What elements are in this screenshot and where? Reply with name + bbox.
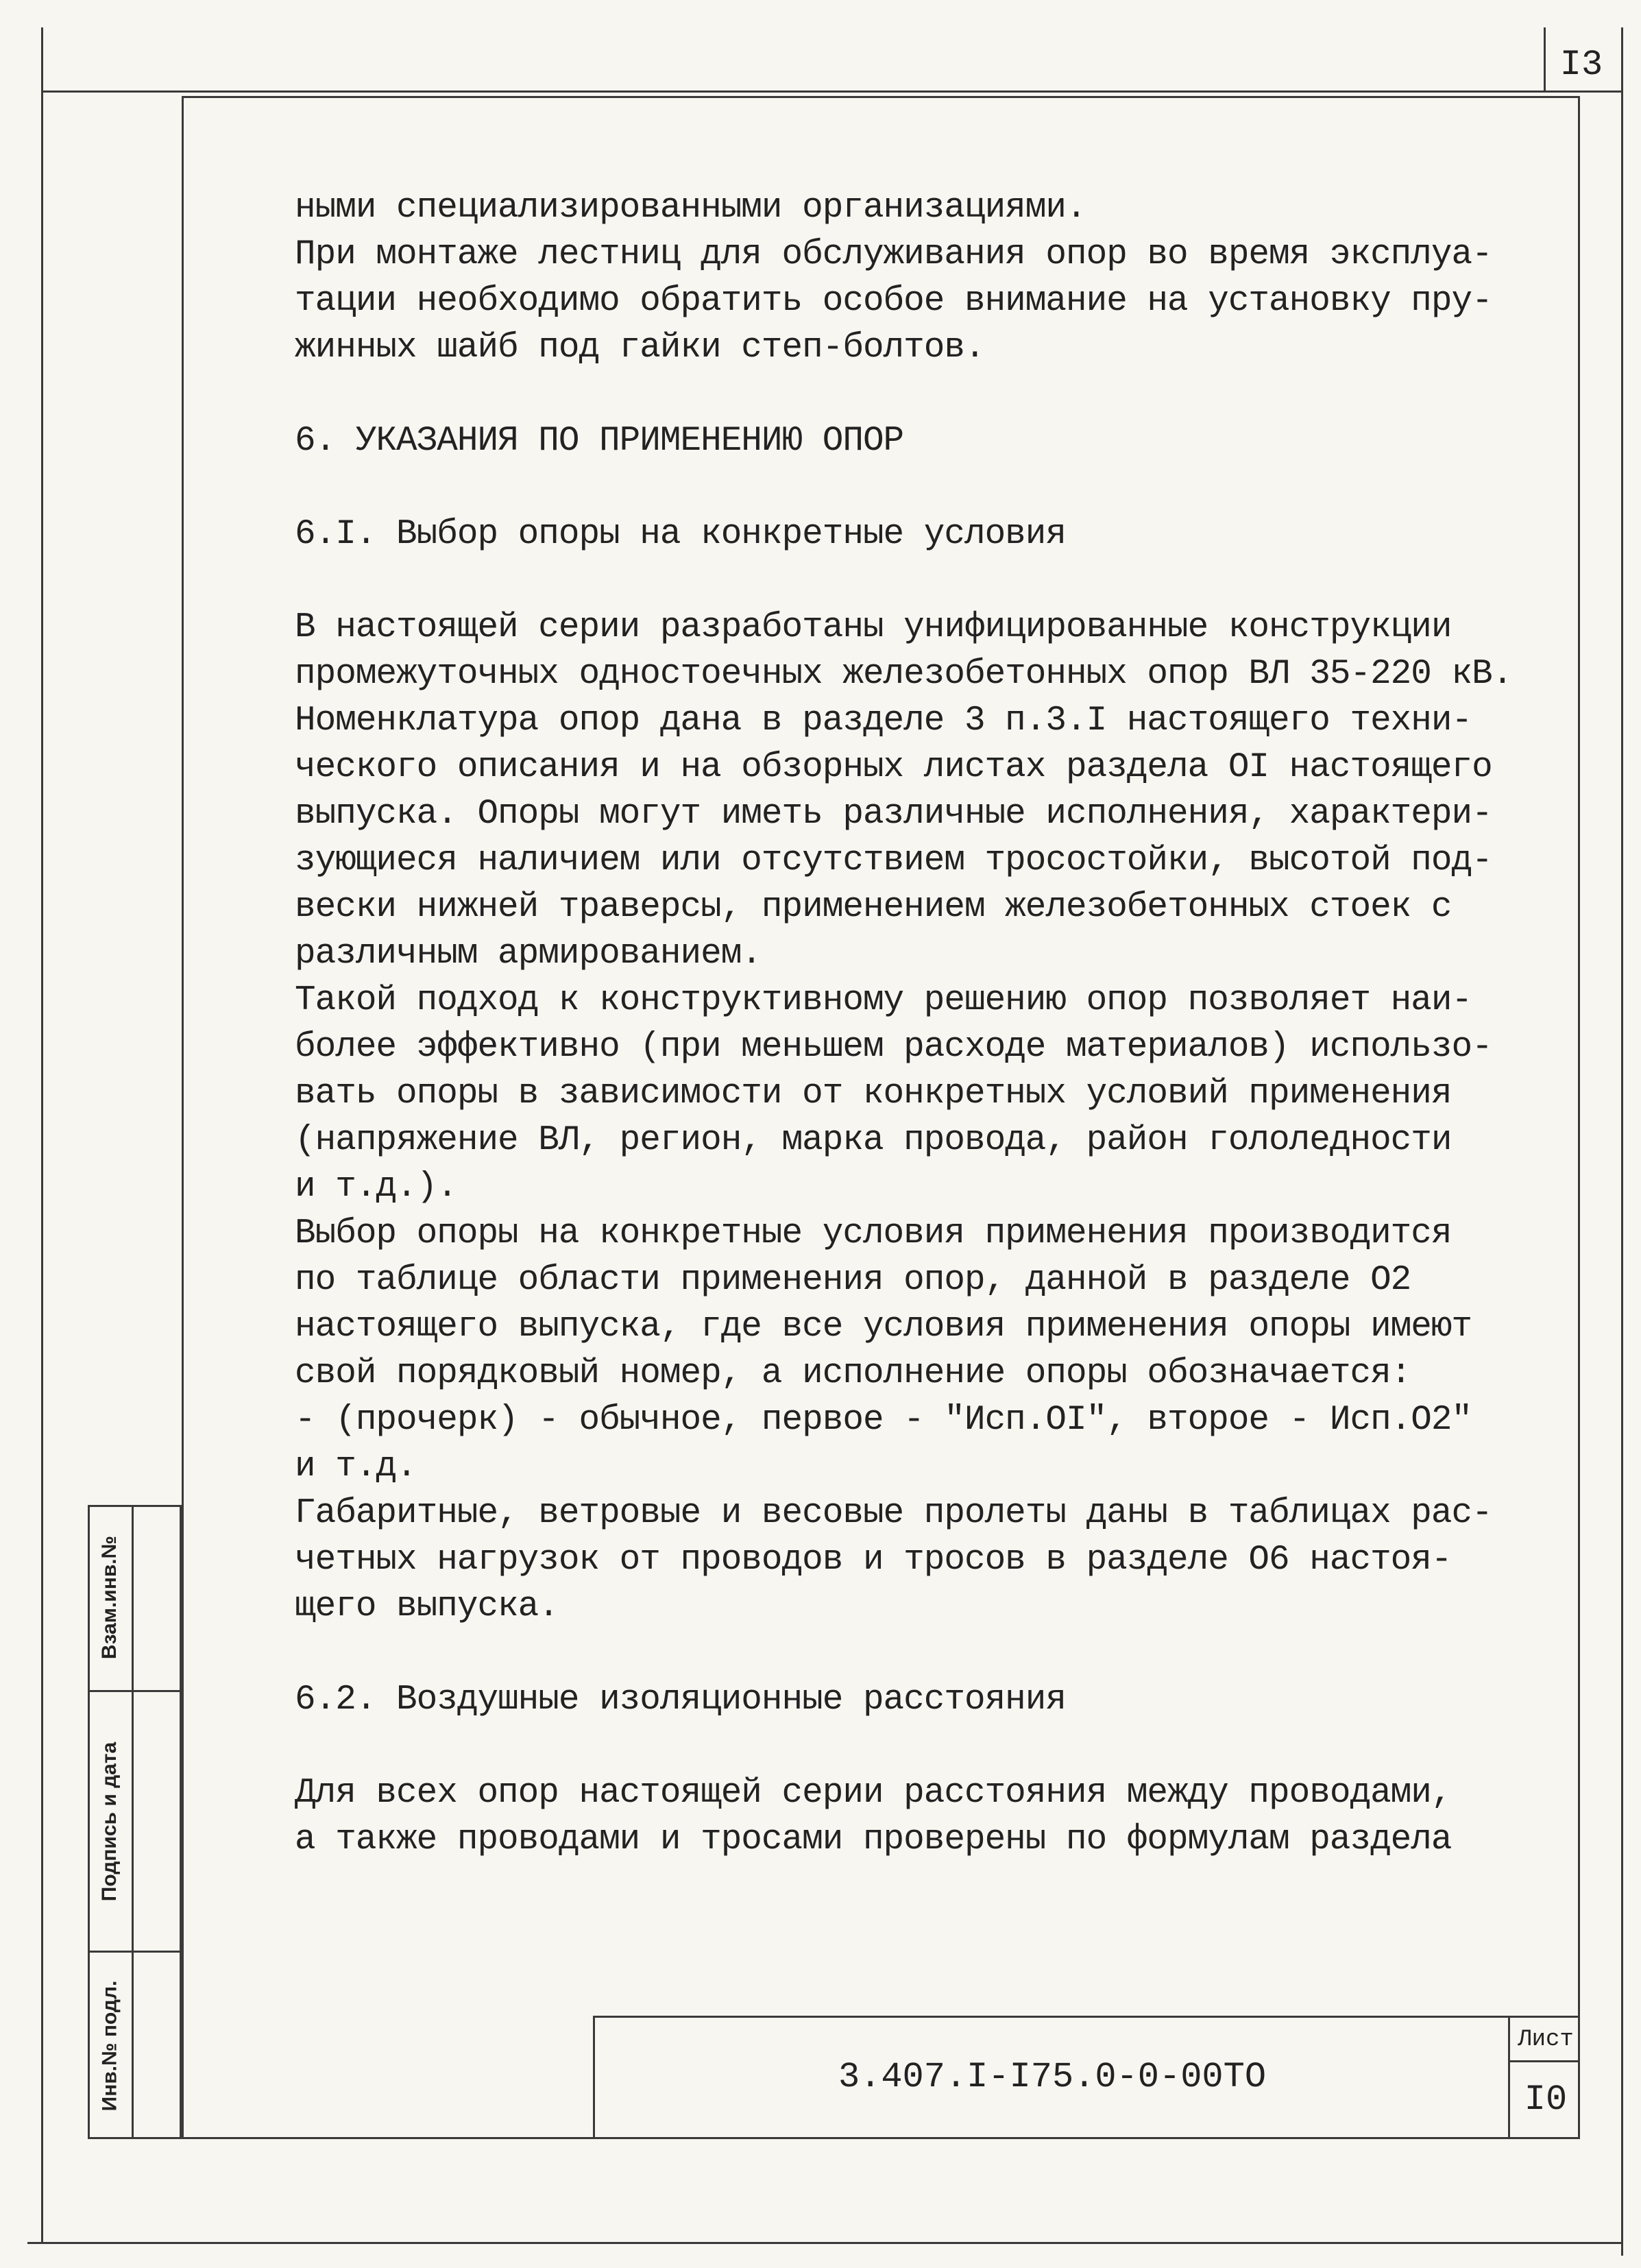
frame-top-line xyxy=(41,91,1621,93)
frame-bottom-line xyxy=(27,2242,1623,2244)
side-label-replacement-inventory xyxy=(89,1505,130,1690)
body-line: зующиеся наличием или отсутствием тросостойки, высотой под- xyxy=(295,841,1492,880)
body-line: Номенклатура опор дана в разделе 3 п.3.I настоящего техни- xyxy=(295,701,1472,740)
body-line: Выбор опоры на конкретные условия применения производится xyxy=(295,1214,1452,1253)
subsection-heading: 6.I. Выбор опоры на конкретные условия xyxy=(295,515,1066,554)
body-line: Для всех опор настоящей серии расстояния между проводами, xyxy=(295,1774,1452,1813)
paragraph-gap xyxy=(295,1630,1460,1677)
body-line: четных нагрузок от проводов и тросов в разделе O6 настоя- xyxy=(295,1541,1452,1580)
body-line: При монтаже лестниц для обслуживания опор во время эксплуа- xyxy=(295,235,1492,274)
title-block-divider-vertical xyxy=(1508,2016,1510,2139)
title-block-divider-horizontal xyxy=(1508,2060,1580,2062)
side-label-signature-date-text: Подпись и дата xyxy=(98,1741,121,1901)
side-stamp-divider-vertical xyxy=(132,1505,134,2139)
side-label-original-inventory xyxy=(89,1953,130,2139)
side-label-replacement-inventory-text: Взам.инв.№ xyxy=(98,1535,121,1660)
body-line: Такой подход к конструктивному решению опор позволяет наи- xyxy=(295,981,1472,1020)
frame-right-line xyxy=(1621,27,1623,2256)
paragraph-gap xyxy=(295,465,1460,511)
body-line: щего выпуска. xyxy=(295,1587,559,1626)
section-heading: 6. УКАЗАНИЯ ПО ПРИМЕНЕНИЮ ОПОР xyxy=(295,422,904,461)
document-code: 3.407.I-I75.0-0-00ТО xyxy=(838,2057,1267,2097)
body-line: жинных шайб под гайки степ-болтов. xyxy=(295,328,985,367)
body-line: выпуска. Опоры могут иметь различные исполнения, характери- xyxy=(295,795,1492,834)
body-line: а также проводами и тросами проверены по формулам раздела xyxy=(295,1820,1452,1859)
body-line: ными специализированными организациями. xyxy=(295,189,1086,228)
subsection-heading: 6.2. Воздушные изоляционные расстояния xyxy=(295,1680,1066,1720)
side-label-original-inventory-text: Инв.№ подл. xyxy=(98,1980,121,2112)
body-line: настоящего выпуска, где все условия применения опоры имеют xyxy=(295,1307,1472,1347)
side-label-signature-date xyxy=(89,1692,130,1951)
body-line: промежуточных одностоечных железобетонных опор ВЛ 35-220 кВ. xyxy=(295,655,1513,694)
body-line: более эффективно (при меньшем расходе материалов) использо- xyxy=(295,1028,1492,1067)
body-line: вески нижней траверсы, применением железобетонных стоек с xyxy=(295,888,1452,927)
body-line: и т.д. xyxy=(295,1447,417,1486)
paragraph-gap xyxy=(295,558,1460,605)
body-line: по таблице области применения опор, данной в разделе O2 xyxy=(295,1261,1411,1300)
body-line: Габаритные, ветровые и весовые пролеты даны в таблицах рас- xyxy=(295,1494,1492,1533)
paragraph-gap xyxy=(295,372,1460,418)
document-body xyxy=(295,185,1513,1863)
body-line: - (прочерк) - обычное, первое - "Исп.OI", второе - Исп.O2" xyxy=(295,1401,1472,1440)
paragraph-gap xyxy=(295,1724,1460,1770)
body-line: различным армированием. xyxy=(295,934,762,974)
sheet-number: I0 xyxy=(1524,2079,1568,2120)
page-number: I3 xyxy=(1559,45,1603,85)
body-line: вать опоры в зависимости от конкретных условий применения xyxy=(295,1074,1452,1113)
body-line: свой порядковый номер, а исполнение опоры обозначается: xyxy=(295,1354,1411,1393)
body-line: тации необходимо обратить особое внимание на установку пру- xyxy=(295,282,1492,321)
body-line: и т.д.). xyxy=(295,1168,457,1207)
body-line: В настоящей серии разработаны унифицированные конструкции xyxy=(295,608,1452,647)
frame-left-line xyxy=(41,27,43,2243)
body-line: (напряжение ВЛ, регион, марка провода, район гололедности xyxy=(295,1121,1452,1160)
body-line: ческого описания и на обзорных листах раздела OI настоящего xyxy=(295,748,1492,787)
sheet-label: Лист xyxy=(1518,2027,1574,2053)
